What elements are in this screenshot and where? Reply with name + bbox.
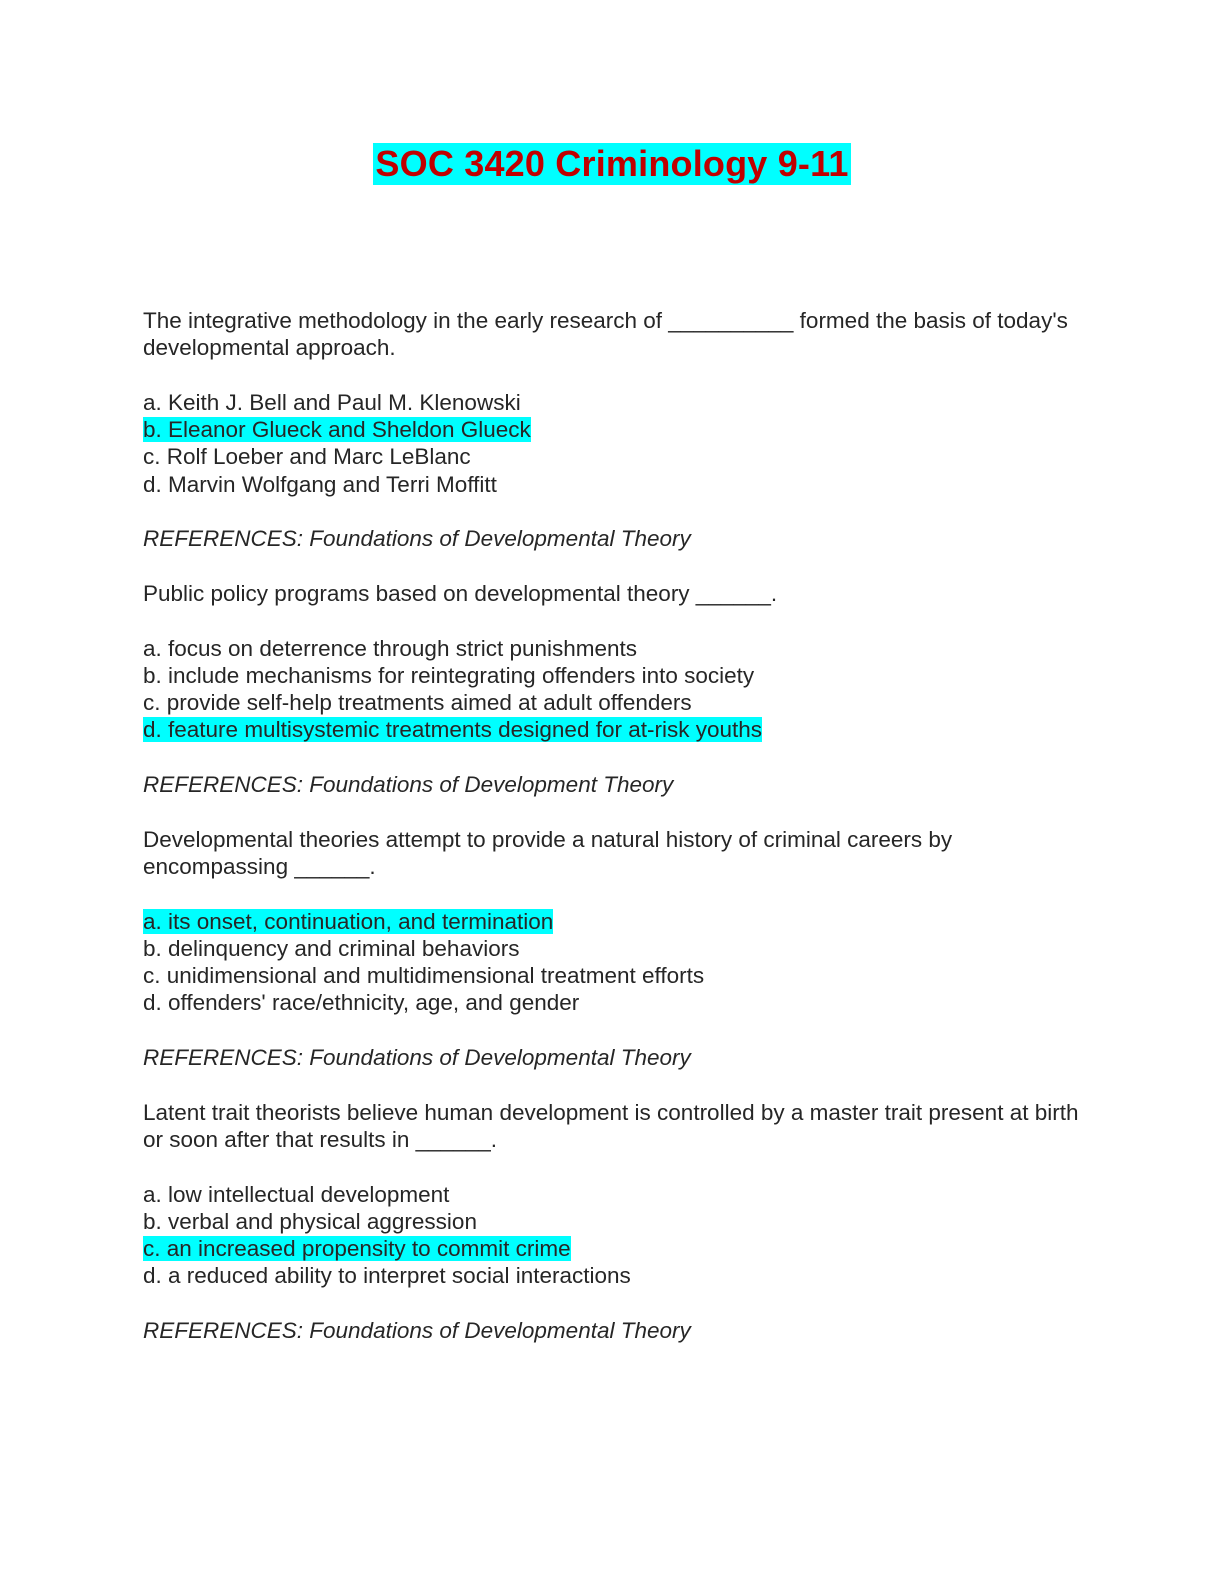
question-text: The integrative methodology in the early research of __________ formed the basis of today's developmental approach. [143, 308, 1068, 361]
spacer [143, 798, 1083, 825]
answer-option [143, 689, 1083, 716]
question-block [143, 580, 1083, 798]
question-list [143, 307, 1083, 1344]
answer-option [143, 635, 1083, 662]
question-block [143, 1099, 1083, 1345]
document-title: SOC 3420 Criminology 9-11 [375, 143, 849, 184]
answer-options [143, 389, 1083, 498]
answer-option [143, 1208, 1083, 1235]
answer-option-label: a. low intellectual development [143, 1181, 450, 1207]
answer-option-label: d. offenders' race/ethnicity, age, and gender [143, 990, 580, 1016]
answer-option-label: d. a reduced ability to interpret social interactions [143, 1263, 631, 1289]
reference-line: REFERENCES: Foundations of Developmental Theory [143, 1045, 691, 1071]
question-text: Developmental theories attempt to provide a natural history of criminal careers by encompassing ______. [143, 826, 953, 879]
answer-option [143, 1235, 1083, 1262]
answer-option [143, 1181, 1083, 1208]
title-container [0, 143, 1224, 185]
answer-options [143, 908, 1083, 1017]
answer-option [143, 935, 1083, 962]
question-block [143, 826, 1083, 1072]
answer-option [143, 716, 1083, 743]
answer-option [143, 662, 1083, 689]
correct-answer-label: b. Eleanor Glueck and Sheldon Glueck [143, 417, 531, 443]
question-block [143, 307, 1083, 553]
answer-option-label: b. include mechanisms for reintegrating offenders into society [143, 662, 755, 688]
answer-option [143, 908, 1083, 935]
answer-option [143, 389, 1083, 416]
answer-option [143, 443, 1083, 470]
answer-option-label: a. Keith J. Bell and Paul M. Klenowski [143, 389, 521, 415]
answer-option [143, 471, 1083, 498]
answer-option-label: b. verbal and physical aggression [143, 1208, 477, 1234]
answer-option-label: d. Marvin Wolfgang and Terri Moffitt [143, 471, 497, 497]
correct-answer-label: a. its onset, continuation, and termination [143, 908, 554, 934]
reference-line: REFERENCES: Foundations of Developmental Theory [143, 526, 691, 552]
spacer [143, 553, 1083, 580]
question-text: Public policy programs based on developmental theory ______. [143, 580, 778, 606]
answer-option [143, 416, 1083, 443]
reference-line: REFERENCES: Foundations of Developmental Theory [143, 1317, 691, 1343]
question-text: Latent trait theorists believe human development is controlled by a master trait present at birth or soon after that results in ______. [143, 1099, 1079, 1152]
answer-option-label: c. unidimensional and multidimensional treatment efforts [143, 963, 705, 989]
correct-answer-label: c. an increased propensity to commit crime [143, 1236, 571, 1262]
answer-option [143, 962, 1083, 989]
reference-line: REFERENCES: Foundations of Development Theory [143, 772, 674, 798]
answer-options [143, 635, 1083, 744]
spacer [143, 1071, 1083, 1098]
correct-answer-label: d. feature multisystemic treatments designed for at-risk youths [143, 717, 763, 743]
answer-option-label: c. provide self-help treatments aimed at adult offenders [143, 690, 692, 716]
answer-option-label: b. delinquency and criminal behaviors [143, 935, 520, 961]
answer-option [143, 989, 1083, 1016]
answer-options [143, 1181, 1083, 1290]
answer-option-label: a. focus on deterrence through strict punishments [143, 635, 638, 661]
answer-option [143, 1262, 1083, 1289]
answer-option-label: c. Rolf Loeber and Marc LeBlanc [143, 444, 471, 470]
